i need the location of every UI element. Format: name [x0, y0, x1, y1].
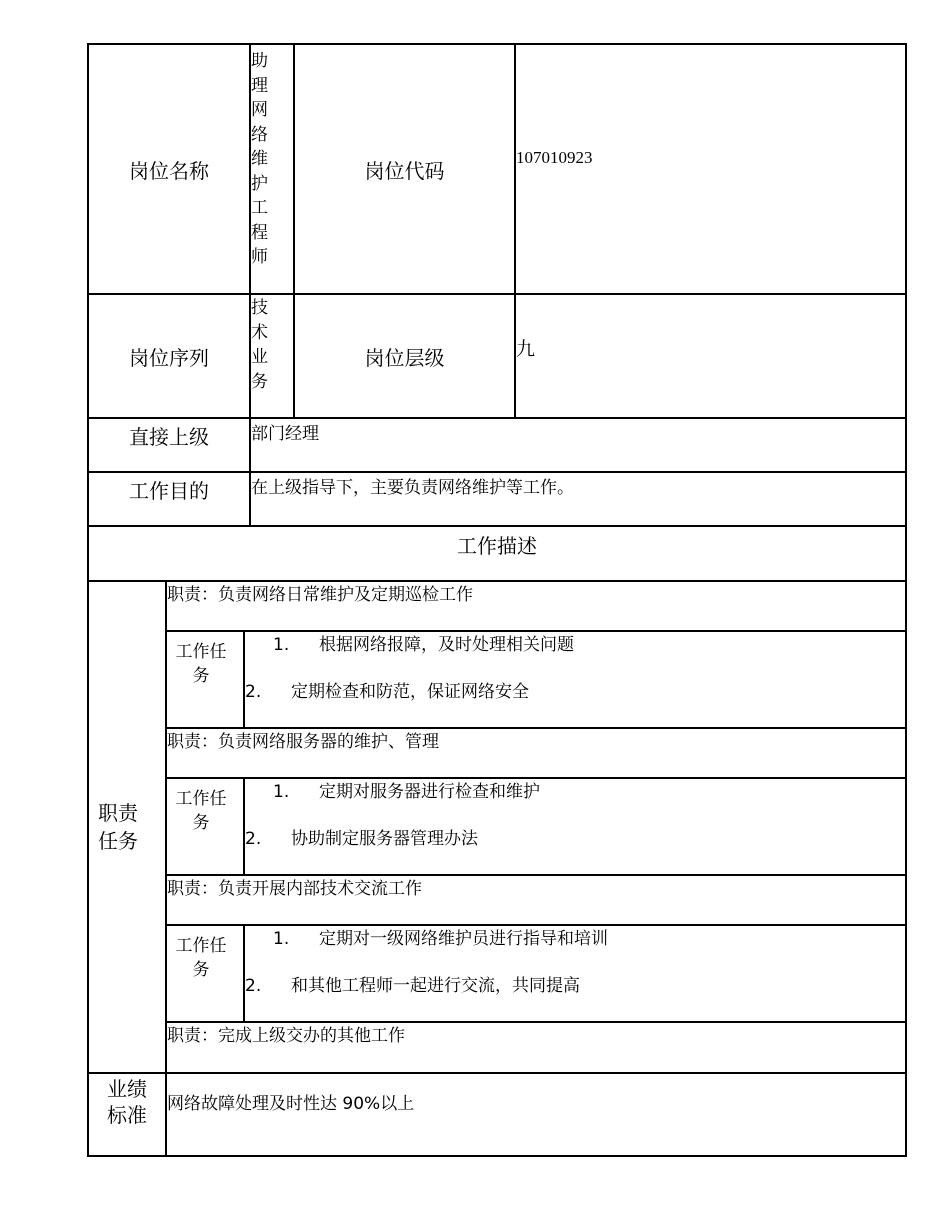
task-text: 协助制定服务器管理办法 [291, 829, 478, 849]
task-number: 1. [273, 635, 290, 655]
post-series-label: 岗位序列 [129, 345, 209, 370]
row-divider [165, 874, 907, 876]
row-divider [165, 727, 907, 729]
duty-title: 职责：负责网络日常维护及定期巡检工作 [167, 585, 473, 605]
task-label [167, 640, 235, 688]
duties-label-line1: 职责 [98, 801, 138, 825]
post-code-label: 岗位代码 [364, 158, 445, 183]
task-label [167, 787, 235, 835]
superior-label: 直接上级 [129, 424, 209, 449]
description-header: 工作描述 [457, 533, 537, 558]
post-level-label: 岗位层级 [364, 345, 445, 370]
superior-value: 部门经理 [251, 424, 319, 444]
table-border-bottom [87, 1155, 907, 1157]
task-text: 根据网络报障，及时处理相关问题 [319, 635, 574, 655]
task-item [245, 975, 580, 997]
post-code-value: 107010923 [516, 148, 593, 167]
col-divider [243, 630, 245, 729]
purpose-value: 在上级指导下，主要负责网络维护等工作。 [251, 478, 574, 498]
task-label-line1: 工作任 [175, 642, 227, 662]
task-item [245, 828, 478, 850]
duties-label [89, 582, 147, 1072]
performance-label [89, 1076, 165, 1128]
row-divider [165, 1021, 907, 1023]
post-name-label: 岗位名称 [129, 158, 209, 183]
task-number: 1. [273, 782, 290, 802]
duty-title: 职责：负责开展内部技术交流工作 [167, 879, 422, 899]
table-border-right [905, 43, 907, 1157]
performance-value: 网络故障处理及时性达 90%以上 [167, 1094, 415, 1114]
purpose-label: 工作目的 [129, 478, 209, 503]
task-label-line2: 务 [192, 666, 210, 686]
duty-title: 职责：负责网络服务器的维护、管理 [167, 732, 439, 752]
performance-label-line1: 业绩 [107, 1077, 147, 1101]
col-divider [243, 777, 245, 876]
performance-label-line2: 标准 [107, 1103, 147, 1127]
row-divider [165, 630, 907, 632]
task-item [245, 681, 529, 703]
row-divider [165, 777, 907, 779]
task-number: 2. [245, 682, 262, 702]
row-divider [165, 924, 907, 926]
task-label [167, 934, 235, 982]
col-divider [243, 924, 245, 1023]
task-label-line2: 务 [192, 813, 210, 833]
task-number: 2. [245, 976, 262, 996]
task-label-line2: 务 [192, 960, 210, 980]
task-item [273, 781, 540, 803]
row-divider [87, 1072, 907, 1074]
duties-label-line2: 任务 [98, 829, 138, 853]
post-name-value: 助理网络维护工程师 [251, 51, 268, 267]
row-divider [87, 580, 907, 582]
duty-title: 职责：完成上级交办的其他工作 [167, 1026, 405, 1046]
task-item [273, 928, 608, 950]
post-series-value: 技术业务 [251, 298, 268, 392]
task-number: 1. [273, 929, 290, 949]
task-text: 定期对一级网络维护员进行指导和培训 [319, 929, 608, 949]
task-item [273, 634, 574, 656]
task-label-line1: 工作任 [175, 789, 227, 809]
task-number: 2. [245, 829, 262, 849]
task-text: 定期检查和防范，保证网络安全 [291, 682, 529, 702]
task-text: 定期对服务器进行检查和维护 [319, 782, 540, 802]
task-text: 和其他工程师一起进行交流，共同提高 [291, 976, 580, 996]
post-level-value: 九 [516, 338, 536, 360]
col-divider [514, 43, 516, 419]
task-label-line1: 工作任 [175, 936, 227, 956]
